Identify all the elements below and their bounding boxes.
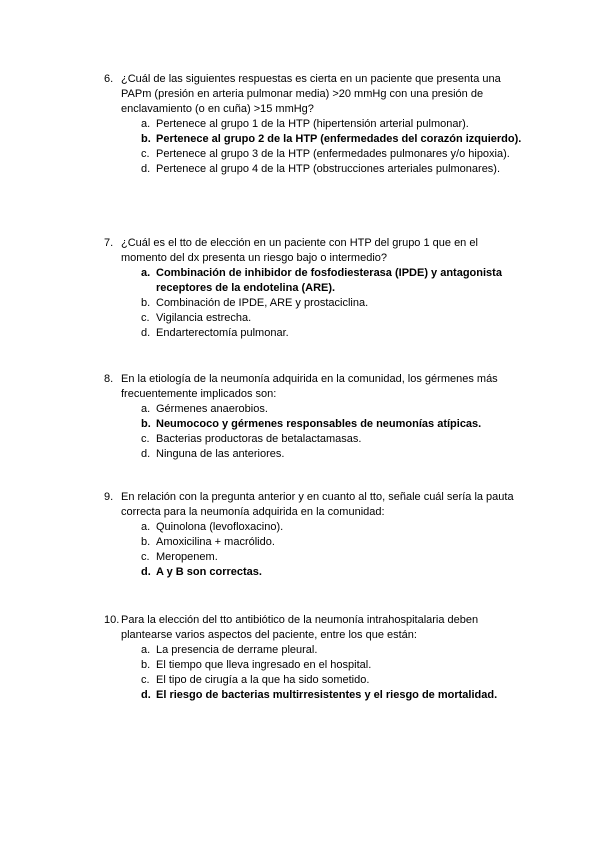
options-list [141, 117, 524, 177]
option-letter: d. [141, 327, 151, 339]
options-list [141, 520, 524, 580]
option-letter: a. [141, 521, 151, 533]
option-text: Pertenece al grupo 4 de la HTP (obstrucciones arteriales pulmonares). [156, 163, 501, 175]
option-letter: b. [141, 133, 151, 145]
question-number: 9. [104, 491, 114, 503]
option-text: Bacterias productoras de betalactamasas. [156, 433, 362, 445]
option-text: A y B son correctas. [156, 566, 262, 578]
option-text: Gérmenes anaerobios. [156, 403, 268, 415]
option-letter: d. [141, 448, 151, 460]
options-list [141, 643, 524, 703]
option-a [141, 643, 524, 658]
option-c [141, 147, 524, 162]
option-text: Neumococo y gérmenes responsables de neumonías atípicas. [156, 418, 482, 430]
question-6 [104, 72, 524, 177]
option-b [141, 296, 524, 311]
option-letter: b. [141, 536, 151, 548]
option-b-correct [141, 417, 524, 432]
question-number: 6. [104, 73, 114, 85]
option-letter: a. [141, 403, 151, 415]
question-text: ¿Cuál de las siguientes respuestas es cierta en un paciente que presenta una PAPm (presión en arteria pulmonar media) >20 mmHg con una presión de enclavamiento (o en cuña) >15 mmHg? [121, 73, 501, 115]
option-letter: c. [141, 674, 150, 686]
option-text: El tipo de cirugía a la que ha sido sometido. [156, 674, 370, 686]
option-text: Quinolona (levofloxacino). [156, 521, 284, 533]
option-c [141, 673, 524, 688]
option-letter: c. [141, 148, 150, 160]
option-text: Vigilancia estrecha. [156, 312, 252, 324]
option-text: Combinación de inhibidor de fosfodiesterasa (IPDE) y antagonista receptores de la endotelina (ARE). [156, 267, 502, 294]
option-letter: d. [141, 566, 151, 578]
option-text: La presencia de derrame pleural. [156, 644, 318, 656]
option-a [141, 520, 524, 535]
option-d [141, 326, 524, 341]
option-text: Combinación de IPDE, ARE y prostaciclina. [156, 297, 369, 309]
options-list [141, 402, 524, 462]
option-letter: d. [141, 689, 151, 701]
question-text: En relación con la pregunta anterior y en cuanto al tto, señale cuál sería la pauta correcta para la neumonía adquirida en la comunidad: [121, 491, 514, 518]
option-a-correct [141, 266, 524, 296]
option-b [141, 658, 524, 673]
option-letter: b. [141, 659, 151, 671]
question-7 [104, 236, 524, 341]
option-letter: d. [141, 163, 151, 175]
options-list [141, 266, 524, 341]
option-text: El tiempo que lleva ingresado en el hospital. [156, 659, 372, 671]
question-9 [104, 490, 524, 580]
option-text: Pertenece al grupo 1 de la HTP (hipertensión arterial pulmonar). [156, 118, 469, 130]
question-number: 7. [104, 237, 114, 249]
option-text: Pertenece al grupo 2 de la HTP (enfermedades del corazón izquierdo). [156, 133, 522, 145]
option-b-correct [141, 132, 524, 147]
option-letter: a. [141, 644, 151, 656]
option-d [141, 447, 524, 462]
option-b [141, 535, 524, 550]
option-d [141, 162, 524, 177]
option-c [141, 432, 524, 447]
option-a [141, 402, 524, 417]
option-text: Ninguna de las anteriores. [156, 448, 285, 460]
option-letter: a. [141, 267, 151, 279]
question-text: Para la elección del tto antibiótico de la neumonía intrahospitalaria deben plantearse varios aspectos del paciente, entre los que están: [121, 614, 479, 641]
option-letter: c. [141, 312, 150, 324]
option-text: Pertenece al grupo 3 de la HTP (enfermedades pulmonares y/o hipoxia). [156, 148, 510, 160]
option-letter: b. [141, 418, 151, 430]
option-c [141, 311, 524, 326]
option-letter: c. [141, 551, 150, 563]
option-c [141, 550, 524, 565]
option-letter: b. [141, 297, 151, 309]
option-d-correct [141, 688, 524, 703]
option-text: Endarterectomía pulmonar. [156, 327, 289, 339]
option-text: Meropenem. [156, 551, 218, 563]
question-text: ¿Cuál es el tto de elección en un paciente con HTP del grupo 1 que en el momento del dx presenta un riesgo bajo o intermedio? [121, 237, 478, 264]
option-letter: a. [141, 118, 151, 130]
question-10 [104, 613, 524, 703]
question-8 [104, 372, 524, 462]
question-text: En la etiología de la neumonía adquirida en la comunidad, los gérmenes más frecuentemente implicados son: [121, 373, 498, 400]
option-a [141, 117, 524, 132]
option-text: Amoxicilina + macrólido. [156, 536, 275, 548]
question-number: 8. [104, 373, 114, 385]
question-number: 10. [104, 614, 120, 626]
option-letter: c. [141, 433, 150, 445]
option-d-correct [141, 565, 524, 580]
option-text: El riesgo de bacterias multirresistentes y el riesgo de mortalidad. [156, 689, 498, 701]
